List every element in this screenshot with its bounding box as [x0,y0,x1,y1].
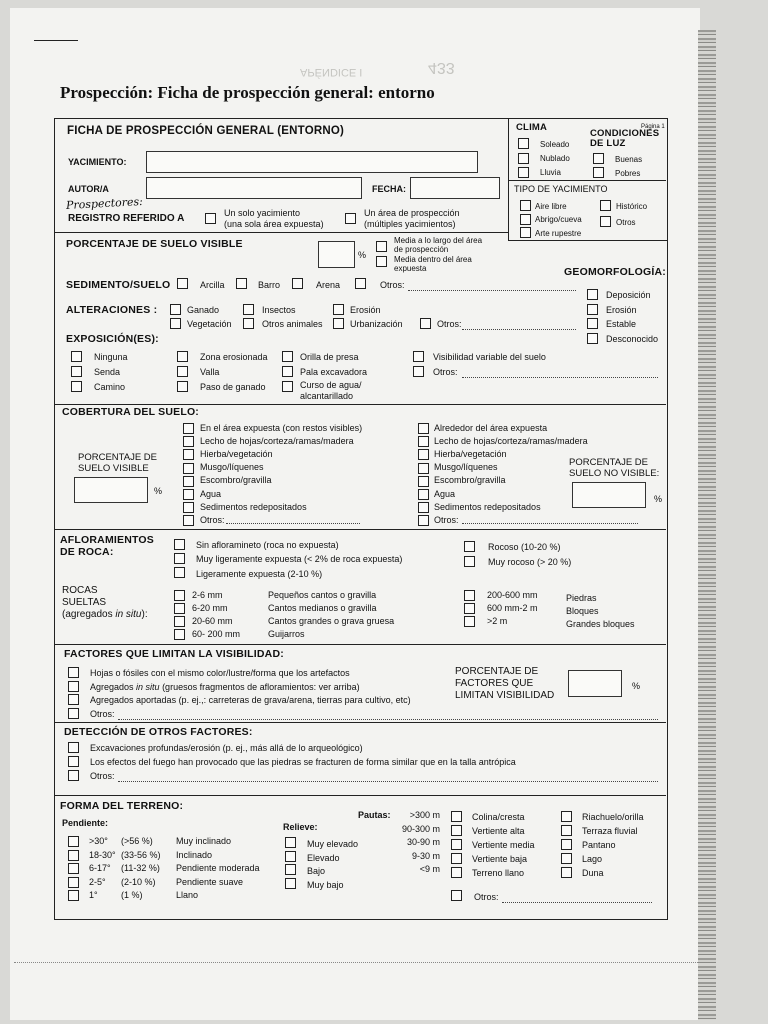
fecha-label: FECHA: [372,184,406,194]
muy-rocoso-label: Muy rocoso (> 20 %) [488,557,572,567]
roca-desc: Pequeños cantos o gravilla [268,590,377,600]
form-title: FICHA DE PROSPECCIÓN GENERAL (ENTORNO) [67,125,345,137]
factores-pct-line3: LIMITAN VISIBILIDAD [455,690,555,701]
checkbox-terreno-otros[interactable] [451,890,462,901]
rocas-line2: SUELTAS [62,597,107,608]
checkbox-roca-grande-0[interactable] [464,590,475,601]
checkbox-roca-3[interactable] [174,629,185,640]
checkbox-sin-afloramiento[interactable] [174,539,185,550]
checkbox-roca-2[interactable] [174,616,185,627]
aire-label: Aire libre [535,202,567,211]
alteraciones-otros-label: Otros: [437,319,462,329]
checkbox-forma-1[interactable] [451,825,462,836]
pendiente-desc: Muy inclinado [176,836,232,846]
roca-desc: Cantos medianos o gravilla [268,603,377,613]
cobertura-alr-label: Otros: [434,514,459,525]
checkbox-buenas[interactable] [593,153,604,164]
pala-label: Pala excavadora [300,367,368,377]
pendiente-porcentaje: (2-10 %) [121,876,156,887]
pautas-label: Pautas: [358,810,391,820]
otros-animales-label: Otros animales [262,319,323,329]
muy-lig-label: Muy ligeramente expuesta (< 2% de roca expuesta) [196,554,403,564]
checkbox-barro[interactable] [236,278,247,289]
yacimiento-label: YACIMIENTO: [68,157,127,167]
area-line2: (múltiples yacimientos) [364,219,456,229]
checkbox-pendiente-0[interactable] [68,836,79,847]
checkbox-cobertura-alr-5[interactable] [418,489,429,500]
checkbox-factor-agregados-insitu[interactable] [68,681,79,692]
factor-otros-line[interactable] [118,719,658,720]
pct-novis-sign: % [654,494,663,504]
checkbox-erosion[interactable] [333,304,344,315]
pendiente-desc: Llano [176,890,199,900]
checkbox-cobertura-exp-7[interactable] [183,515,194,526]
checkbox-orilla-presa[interactable] [282,351,293,362]
checkbox-forma2-4[interactable] [561,867,572,878]
arcilla-label: Arcilla [200,280,225,290]
sedimento-otros-line[interactable] [408,290,576,291]
checkbox-relieve-1[interactable] [285,851,296,862]
ninguna-label: Ninguna [94,352,128,362]
checkbox-cobertura-exp-1[interactable] [183,436,194,447]
page-title: Prospección: Ficha de prospección general: entorno [60,83,435,102]
forma-label: Vertiente baja [472,854,528,864]
relieve-label: Relieve: [283,822,318,832]
tipo-title: TIPO DE YACIMIENTO [514,184,608,194]
factor-aportadas-label: Agregados aportadas (p. ej.,: carreteras de grava/arena, tierras para cultivo, etc) [90,695,411,705]
factor-hojas-label: Hojas o fósiles con el mismo color/lustre/forma que los artefactos [90,668,350,678]
yacimiento-input[interactable] [146,151,478,173]
roca-grande-size: 200-600 mm [487,590,538,600]
cobertura-left-otros-line[interactable] [226,523,360,524]
buenas-label: Buenas [615,155,643,164]
solo-line1: Un solo yacimiento [224,208,301,218]
roca-grande-size: 600 mm-2 m [487,603,538,613]
checkbox-pobres[interactable] [593,167,604,178]
checkbox-pendiente-1[interactable] [68,850,79,861]
checkbox-lluvia[interactable] [518,167,529,178]
historico-label: Histórico [616,202,648,211]
roca-size: 2-6 mm [192,590,223,600]
checkbox-cobertura-alr-2[interactable] [418,449,429,460]
checkbox-urbanizacion[interactable] [333,318,344,329]
pendiente-porcentaje: (1 %) [121,890,143,900]
checkbox-cobertura-exp-5[interactable] [183,489,194,500]
clima-divider [508,180,666,181]
clima-title: CLIMA [516,122,548,133]
roca-grande-desc: Piedras [566,593,597,603]
roca-size: 6-20 mm [192,603,228,613]
checkbox-arcilla[interactable] [177,278,188,289]
suelo-visible-input[interactable] [318,241,355,268]
relieve-label: Elevado [307,852,340,863]
checkbox-forma2-1[interactable] [561,825,572,836]
checkbox-ninguna[interactable] [71,351,82,362]
checkbox-roca-grande-2[interactable] [464,616,475,627]
terreno-otros-label: Otros: [474,892,499,902]
pauta-label: 90-300 m [401,823,440,834]
checkbox-cobertura-exp-4[interactable] [183,476,194,487]
alteraciones-otros-line[interactable] [462,329,576,330]
checkbox-deteccion-otros[interactable] [68,770,79,781]
checkbox-erosion-geo[interactable] [587,304,598,315]
appendix-bleed: APÉNDICE I [300,66,363,78]
orilla-label: Orilla de presa [300,352,359,362]
checkbox-historico[interactable] [600,200,611,211]
factores-pct-line2: FACTORES QUE [455,678,534,689]
pendiente-label: Pendiente: [62,818,109,828]
pendiente-desc: Inclinado [176,849,213,860]
checkbox-cobertura-alr-7[interactable] [418,515,429,526]
pendiente-desc: Pendiente moderada [176,863,260,873]
pen-mark [34,40,78,41]
factores-pct-line1: PORCENTAJE DE [455,666,539,677]
urbanizacion-label: Urbanización [350,319,403,329]
checkbox-estable[interactable] [587,318,598,329]
checkbox-un-solo-yacimiento[interactable] [205,213,216,224]
checkbox-fuego[interactable] [68,756,79,767]
senda-label: Senda [94,367,121,377]
forma-label: Vertiente media [472,840,535,850]
pendiente-porcentaje: (11-32 %) [121,863,160,873]
fecha-input[interactable] [410,177,500,199]
factores-title: FACTORES QUE LIMITAN LA VISIBILIDAD: [64,648,284,660]
relieve-label: Bajo [307,866,326,876]
afloramientos-title1: AFLORAMIENTOS [60,534,154,546]
checkbox-cobertura-alr-0[interactable] [418,423,429,434]
deteccion-otros-line[interactable] [118,781,658,782]
checkbox-excavaciones[interactable] [68,742,79,753]
pct-novis-line2: SUELO NO VISIBLE: [569,468,660,479]
cobertura-exp-label: Lecho de hojas/corteza/ramas/madera [200,435,354,446]
cobertura-exp-label: Otros: [200,514,225,525]
checkbox-otros-animales[interactable] [243,318,254,329]
forma2-label: Pantano [582,840,616,850]
registro-label: REGISTRO REFERIDO A [68,213,185,224]
sedimento-otros-label: Otros: [380,280,405,290]
cobertura-exp-label: Agua [200,488,222,499]
checkbox-forma2-2[interactable] [561,839,572,850]
exposicion-label: EXPOSICIÓN(ES): [66,333,159,345]
cobertura-title: COBERTURA DEL SUELO: [62,406,200,418]
forma2-label: Terraza fluvial [582,826,638,836]
area-line1: Un área de prospección [364,208,460,218]
checkbox-curso-agua[interactable] [282,381,293,392]
visib-label: Visibilidad variable del suelo [433,352,546,362]
soleado-label: Soleado [540,140,570,149]
pagina-label: Página 1 [641,124,665,130]
cobertura-exp-label: Hierba/vegetación [200,448,273,459]
solo-line2: (una sola área expuesta) [224,219,324,229]
cobertura-exp-label: Escombro/gravilla [200,475,272,486]
excavaciones-label: Excavaciones profundas/erosión (p. ej., más allá de lo arqueológico) [90,743,363,753]
pobres-label: Pobres [615,169,641,178]
checkbox-roca-1[interactable] [174,603,185,614]
handwritten-note: Prospectores: [65,194,144,213]
factor-otros-label: Otros: [90,709,115,719]
checkbox-muy-ligeramente[interactable] [174,553,185,564]
checkbox-alteraciones-otros[interactable] [420,318,431,329]
checkbox-muy-rocoso[interactable] [464,556,475,567]
pct-visible-input[interactable] [74,477,148,503]
checkbox-desconocido[interactable] [587,333,598,344]
checkbox-sedimento-otros[interactable] [355,278,366,289]
pct-visible-sign: % [154,486,163,496]
geomorfologia-title: GEOMORFOLOGÍA: [564,266,666,278]
pauta-label: >300 m [409,810,440,820]
checkbox-soleado[interactable] [518,138,529,149]
checkbox-cobertura-exp-3[interactable] [183,463,194,474]
checkbox-forma-3[interactable] [451,853,462,864]
checkbox-pendiente-2[interactable] [68,863,79,874]
zona-label: Zona erosionada [200,352,268,362]
desconocido-label: Desconocido [606,334,659,344]
pct-novis-input[interactable] [572,482,646,508]
factores-pct-sign: % [632,681,641,691]
pct-visible-line1: PORCENTAJE DE [78,452,158,463]
fuego-label: Los efectos del fuego han provocado que las piedras se fracturen de forma similar que en la talla antrópica [90,757,516,767]
checkbox-vegetacion[interactable] [170,318,181,329]
suelo-pct: % [358,250,367,260]
checkbox-roca-0[interactable] [174,590,185,601]
arte-label: Arte rupestre [535,229,582,238]
curso-line1: Curso de agua/ [300,380,362,390]
checkbox-pendiente-4[interactable] [68,890,79,901]
media2-line1: Media dentro del área [394,255,472,264]
checkbox-arte-rupestre[interactable] [520,227,531,238]
pauta-label: 30-90 m [406,837,440,847]
checkbox-forma2-0[interactable] [561,811,572,822]
pendiente-grados: 2-5° [89,876,106,887]
divider-deteccion [54,795,666,796]
forma-label: Vertiente alta [472,826,525,836]
valla-label: Valla [200,367,220,377]
deteccion-otros-label: Otros: [90,771,115,781]
checkbox-cobertura-alr-1[interactable] [418,436,429,447]
media1-line1: Media a lo largo del área [394,236,483,245]
checkbox-factor-hojas[interactable] [68,667,79,678]
checkbox-relieve-0[interactable] [285,837,296,848]
checkbox-ganado[interactable] [170,304,181,315]
pauta-label: <9 m [419,864,440,874]
erosion-geo-label: Erosión [606,305,637,315]
media1-line2: de prospección [394,245,449,254]
forma2-label: Riachuelo/orilla [582,812,644,822]
forma-label: Terreno llano [472,868,525,878]
checkbox-relieve-3[interactable] [285,878,296,889]
factores-pct-input[interactable] [568,670,622,697]
page-number-bleed: 433 [428,59,455,76]
sin-label: Sin afloramineto (roca no expuesta) [196,540,339,550]
checkbox-factor-aportadas[interactable] [68,694,79,705]
pendiente-grados: 6-17° [89,863,111,873]
checkbox-pala[interactable] [282,366,293,377]
roca-grande-desc: Grandes bloques [566,619,635,629]
roca-grande-desc: Bloques [566,606,599,616]
divider-afloramientos [54,644,666,645]
checkbox-cobertura-exp-2[interactable] [183,449,194,460]
afloramientos-title2: DE ROCA: [60,546,114,558]
pendiente-desc: Pendiente suave [176,876,244,887]
pendiente-porcentaje: (33-56 %) [121,849,161,860]
terreno-otros-line[interactable] [502,902,652,903]
sedimento-label: SEDIMENTO/SUELO [66,279,171,291]
arena-label: Arena [316,280,341,290]
media2-line2: expuesta [394,264,427,273]
roca-desc: Cantos grandes o grava gruesa [268,616,395,626]
roca-size: 60- 200 mm [192,629,241,639]
scan-line [14,962,700,963]
checkbox-factor-otros[interactable] [68,708,79,719]
autor-label: AUTOR/A [68,184,109,194]
checkbox-abrigo[interactable] [520,214,531,225]
exposicion-otros-line[interactable] [462,377,658,378]
cobertura-right-otros-line[interactable] [462,523,638,524]
checkbox-insectos[interactable] [243,304,254,315]
suelo-visible-title: PORCENTAJE DE SUELO VISIBLE [66,238,243,250]
pendiente-porcentaje: (>56 %) [121,836,153,846]
rocoso-label: Rocoso (10-20 %) [488,542,561,552]
insectos-label: Insectos [262,305,296,315]
luz-title2: DE LUZ [590,138,626,149]
paso-label: Paso de ganado [200,382,266,392]
checkbox-pendiente-3[interactable] [68,877,79,888]
factor-agregados-label: Agregados in situ (gruesos fragmentos de afloramientos: ver arriba) [90,682,360,692]
camino-label: Camino [94,382,126,392]
pct-visible-line2: SUELO VISIBLE [78,463,149,474]
roca-desc: Guijarros [268,629,305,639]
forma2-label: Lago [582,854,603,864]
cobertura-exp-label: En el área expuesta (con restos visibles) [200,422,363,433]
forma2-label: Duna [582,868,604,878]
lluvia-label: Lluvia [540,168,561,177]
vegetacion-label: Vegetación [187,319,232,329]
cobertura-alr-label: Musgo/líquenes [434,462,498,473]
divider-factores [54,722,666,723]
rocas-line3: (agregados in situ): [62,609,148,620]
checkbox-aire-libre[interactable] [520,200,531,211]
terreno-title: FORMA DEL TERRENO: [60,800,184,812]
checkbox-exposicion-otros[interactable] [413,366,424,377]
checkbox-arena[interactable] [292,278,303,289]
cobertura-alr-label: Escombro/gravilla [434,475,506,486]
pendiente-grados: 18-30° [89,849,116,860]
checkbox-nublado[interactable] [518,153,529,164]
checkbox-area-prospeccion[interactable] [345,213,356,224]
cobertura-exp-label: Sedimentos redepositados [200,501,307,512]
cobertura-alr-label: Lecho de hojas/corteza/ramas/madera [434,435,588,446]
checkbox-senda[interactable] [71,366,82,377]
checkbox-cobertura-alr-4[interactable] [418,476,429,487]
erosion-label: Erosión [350,305,381,315]
checkbox-relieve-2[interactable] [285,864,296,875]
checkbox-media-area-expuesta[interactable] [376,256,387,267]
luz-title1: CONDICIONES [590,128,660,139]
checkbox-forma2-3[interactable] [561,853,572,864]
checkbox-forma-2[interactable] [451,839,462,850]
page-edge-shadow [698,30,716,1020]
checkbox-ligeramente[interactable] [174,567,185,578]
checkbox-cobertura-exp-0[interactable] [183,423,194,434]
checkbox-media-area-prospeccion[interactable] [376,241,387,252]
checkbox-rocoso[interactable] [464,541,475,552]
rocas-line1: ROCAS [62,585,98,596]
estable-label: Estable [606,319,637,329]
checkbox-tipo-otros[interactable] [600,216,611,227]
barro-label: Barro [258,280,281,290]
deposicion-label: Deposición [606,290,651,300]
cobertura-alr-label: Alrededor del área expuesta [434,422,548,433]
deteccion-title: DETECCIÓN DE OTROS FACTORES: [64,726,253,738]
checkbox-paso-ganado[interactable] [177,381,188,392]
checkbox-cobertura-alr-6[interactable] [418,502,429,513]
alteraciones-label: ALTERACIONES : [66,304,158,316]
checkbox-roca-grande-1[interactable] [464,603,475,614]
checkbox-zona-erosionada[interactable] [177,351,188,362]
cobertura-alr-label: Hierba/vegetación [434,448,507,459]
cobertura-exp-label: Musgo/líquenes [200,462,264,473]
relieve-label: Muy elevado [307,839,359,849]
checkbox-camino[interactable] [71,381,82,392]
checkbox-cobertura-alr-3[interactable] [418,463,429,474]
roca-grande-size: >2 m [487,616,508,626]
pct-novis-line1: PORCENTAJE DE [569,457,649,468]
relieve-label: Muy bajo [307,879,344,890]
checkbox-forma-4[interactable] [451,867,462,878]
roca-size: 20-60 mm [192,616,233,626]
autor-input[interactable] [146,177,362,199]
curso-line2: alcantarillado [300,391,354,401]
checkbox-valla[interactable] [177,366,188,377]
pendiente-grados: >30° [89,836,108,846]
checkbox-cobertura-exp-6[interactable] [183,502,194,513]
exposicion-otros-label: Otros: [433,367,458,377]
pauta-label: 9-30 m [411,850,440,861]
nublado-label: Nublado [540,154,570,163]
cobertura-alr-label: Sedimentos redepositados [434,501,541,512]
tipo-otros-label: Otros [616,218,636,227]
abrigo-label: Abrigo/cueva [535,215,582,224]
pendiente-grados: 1° [89,890,98,900]
divider-suelo [54,404,666,405]
checkbox-deposicion[interactable] [587,289,598,300]
checkbox-visibilidad-variable[interactable] [413,351,424,362]
cobertura-alr-label: Agua [434,488,456,499]
checkbox-forma-0[interactable] [451,811,462,822]
lig-label: Ligeramente expuesta (2-10 %) [196,569,323,579]
divider-cobertura [54,529,666,530]
ganado-label: Ganado [187,305,220,315]
forma-label: Colina/cresta [472,812,525,822]
divider-general [54,232,508,233]
